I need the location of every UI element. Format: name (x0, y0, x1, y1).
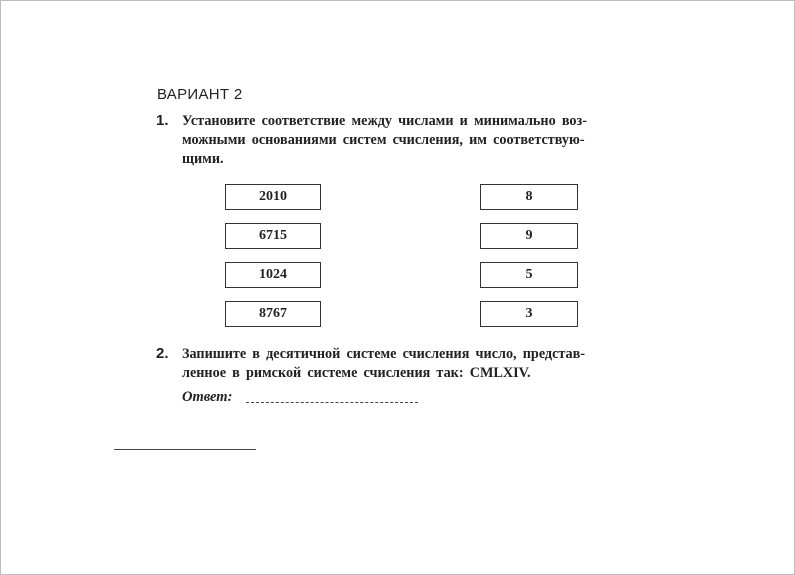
base-box: 3 (480, 301, 578, 327)
number-box: 2010 (225, 184, 321, 210)
task2-line: Запишите в десятичной системе счисления число, представ- (182, 346, 586, 362)
task1-number: 1. (156, 112, 169, 129)
task1-text (182, 112, 587, 169)
number-box: 8767 (225, 301, 321, 327)
task2-line: ленное в римской системе счисления так: CMLXIV. (182, 365, 531, 381)
number-box: 6715 (225, 223, 321, 249)
variant-title: ВАРИАНТ 2 (157, 86, 243, 103)
footer-rule (114, 449, 256, 450)
base-box: 5 (480, 262, 578, 288)
answer-label: Ответ: (182, 389, 233, 405)
task1-line: можными основаниями систем счисления, им соответствую- (182, 132, 585, 148)
task1-line: Установите соответствие между числами и минимально воз- (182, 113, 587, 129)
base-box: 8 (480, 184, 578, 210)
task2-number: 2. (156, 345, 169, 362)
number-box: 1024 (225, 262, 321, 288)
base-box: 9 (480, 223, 578, 249)
task1-line: щими. (182, 151, 224, 167)
task2-text (182, 345, 585, 383)
answer-line[interactable] (246, 402, 418, 403)
